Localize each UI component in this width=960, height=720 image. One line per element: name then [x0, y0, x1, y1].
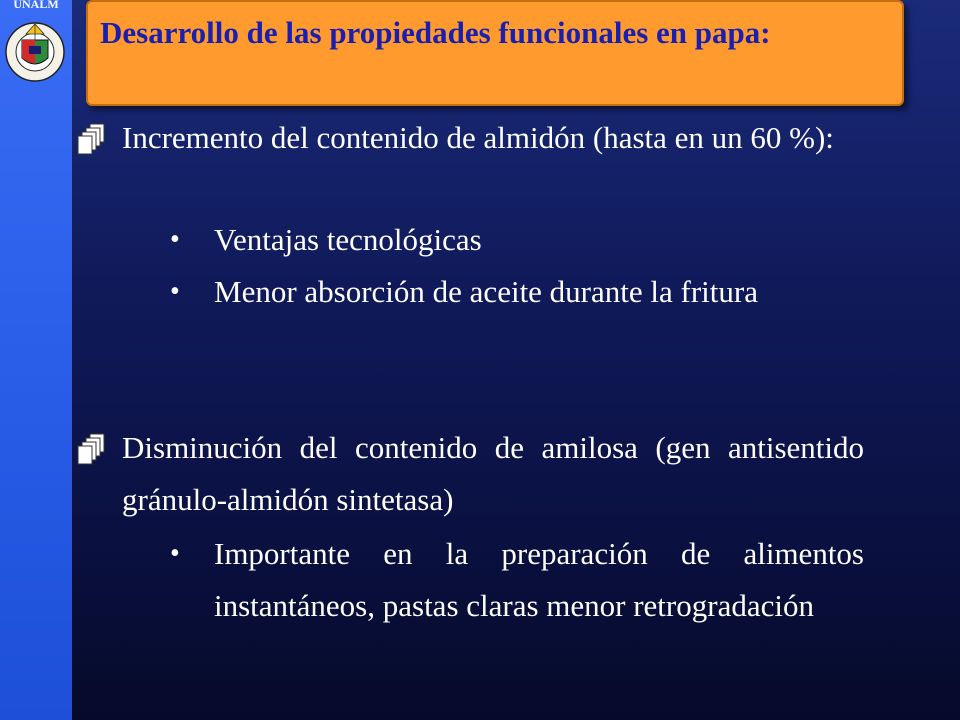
bullet-dot: • — [170, 538, 180, 569]
stacked-squares-bullet-icon — [76, 432, 108, 468]
sub-point-1-2: Menor absorción de aceite durante la fritura — [214, 274, 758, 309]
sub-point-1-1: Ventajas tecnológicas — [214, 222, 482, 257]
main-point-1: Incremento del contenido de almidón (hasta en un 60 %): — [122, 120, 834, 155]
university-crest-icon — [4, 10, 66, 90]
bullet-dot: • — [170, 276, 180, 307]
logo-label: UNALM — [13, 0, 59, 11]
stacked-squares-bullet-icon — [76, 122, 108, 158]
sub-point-2-1: Importante en la preparación de alimentos instantáneos, pastas claras menor retrogradación — [214, 536, 864, 623]
bullet-dot: • — [170, 224, 180, 255]
main-point-2: Disminución del contenido de amilosa (gen antisentido gránulo-almidón sintetasa) — [122, 430, 864, 517]
left-side-strip — [0, 0, 72, 720]
slide-title: Desarrollo de las propiedades funcionales en papa: — [100, 15, 771, 50]
